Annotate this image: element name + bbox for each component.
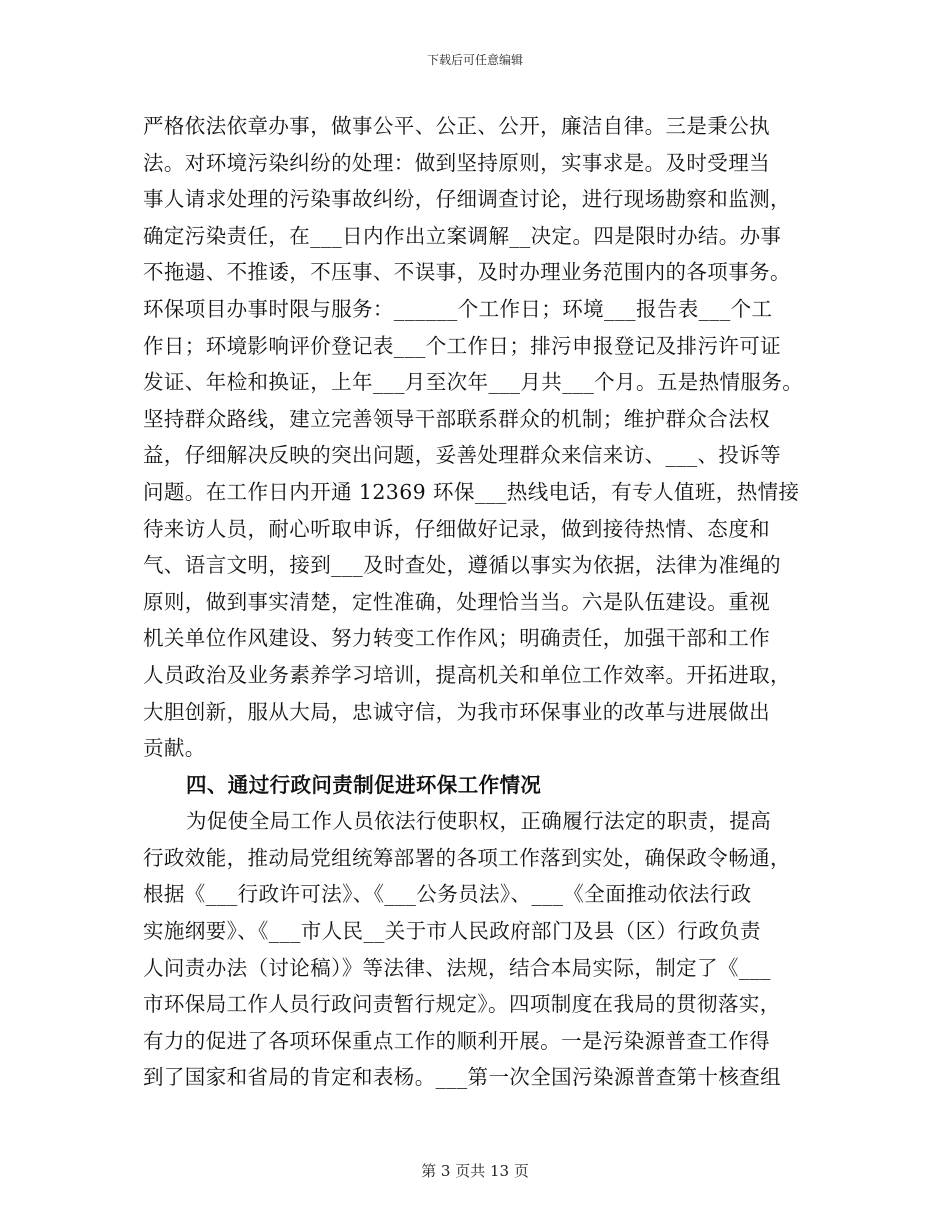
text-line: 贡献。 [143, 736, 206, 761]
paragraph-first-line: 为促使全局工作人员依法行使职权，正确履行法定的职责，提高 [186, 809, 772, 834]
text-line: 问题。在工作日内开通 12369 环保___热线电话，有专人值班，热情接 [143, 479, 800, 504]
text-line: 大胆创新，服从大局，忠诚守信，为我市环保事业的改革与进展做出 [143, 699, 770, 724]
text-line: 严格依法依章办事，做事公平、公正、公开，廉洁自律。三是秉公执 [143, 114, 770, 138]
text-line: 机关单位作风建设、努力转变工作作风；明确责任，加强干部和工作 [143, 626, 770, 651]
page-header: 下载后可任意编辑 [426, 53, 523, 67]
text-line: 事人请求处理的污染事故纠纷，仔细调查讨论，进行现场勘察和监测， [143, 187, 791, 212]
text-line: 市环保局工作人员行政问责暂行规定》。四项制度在我局的贯彻落实， [143, 992, 781, 1017]
text-line: 有力的促进了各项环保重点工作的顺利开展。一是污染源普查工作得 [143, 1028, 770, 1053]
text-line: 人员政治及业务素养学习培训，提高机关和单位工作效率。开拓进取， [143, 662, 791, 687]
text-line: 确定污染责任，在___日内作出立案调解__决定。四是限时办结。办事 [143, 223, 782, 248]
text-line: 坚持群众路线，建立完善领导干部联系群众的机制；维护群众合法权 [143, 406, 770, 431]
text-line: 法。对环境污染纠纷的处理：做到坚持原则，实事求是。及时受理当 [143, 150, 770, 175]
text-line: 人问责办法（讨论稿）》等法律、法规，结合本局实际，制定了《___ [143, 955, 771, 980]
text-line: 行政效能，推动局党组统筹部署的各项工作落到实处，确保政令畅通， [143, 845, 791, 870]
text-line: 作日；环境影响评价登记表___个工作日；排污申报登记及排污许可证 [143, 333, 782, 358]
text-line: 发证、年检和换证，上年___月至次年___月共___个月。五是热情服务。 [143, 370, 804, 395]
text-line: 环保项目办事时限与服务：______个工作日；环境___报告表___个工 [143, 296, 773, 321]
text-line: 气、语言文明，接到___及时查处，遵循以事实为依据，法律为准绳的 [143, 553, 782, 578]
text-line: 到了国家和省局的肯定和表杨。___第一次全国污染源普查第十核查组 [143, 1065, 782, 1090]
text-line: 实施纲要》、《___市人民__关于市人民政府部门及县（区）行政负责 [143, 919, 761, 944]
text-line: 根据《___行政许可法》、《___公务员法》、___《全面推动依法行政 [143, 882, 752, 907]
page-number: 第 3 页共 13 页 [421, 1162, 529, 1180]
text-line: 待来访人员，耐心听取申诉，仔细做好记录，做到接待热情、态度和 [143, 516, 770, 541]
document-body [143, 108, 823, 1096]
section-heading: 四、通过行政问责制促进环保工作情况 [186, 772, 542, 797]
text-line: 不拖遢、不推诿，不压事、不误事，及时办理业务范围内的各项事务。 [143, 260, 791, 285]
text-line: 原则，做到事实清楚，定性准确，处理恰当当。六是队伍建设。重视 [143, 589, 770, 614]
text-line: 益，仔细解决反映的突出问题，妥善处理群众来信来访、___、投诉等 [143, 443, 782, 468]
